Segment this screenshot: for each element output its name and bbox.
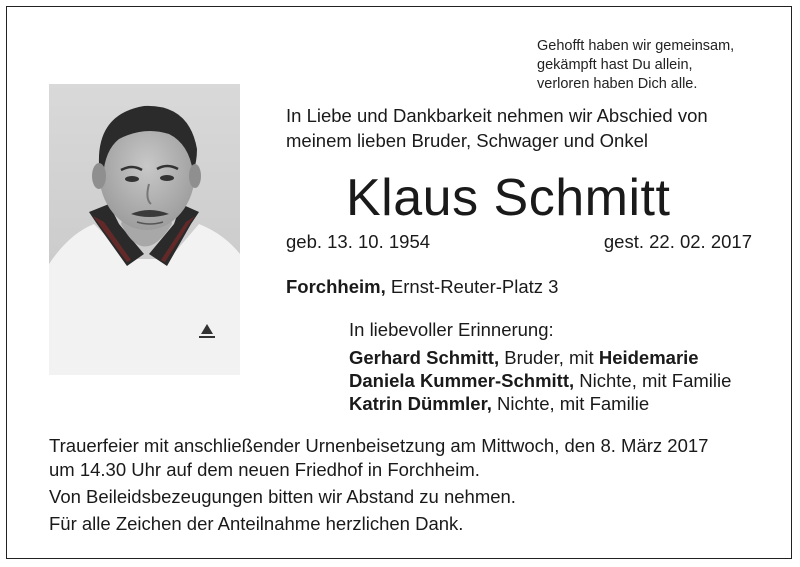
family-member-name: Katrin Dümmler, — [349, 393, 492, 414]
service-line: Trauerfeier mit anschließender Urnenbeisetzung am Mittwoch, den 8. März 2017 — [49, 435, 709, 456]
family-member-name: Gerhard Schmitt, — [349, 347, 500, 368]
family-member — [349, 346, 731, 369]
family-list — [349, 346, 731, 415]
address-city: Forchheim, — [286, 276, 386, 297]
life-dates — [286, 230, 752, 254]
address-street: Ernst-Reuter-Platz 3 — [390, 276, 559, 297]
birth-date: geb. 13. 10. 1954 — [286, 231, 431, 252]
family-member-relation: Bruder, mit — [504, 347, 594, 368]
family-member-name: Daniela Kummer-Schmitt, — [349, 370, 575, 391]
deceased-name: Klaus Schmitt — [346, 169, 671, 227]
family-member — [349, 392, 731, 415]
note-line: Von Beileidsbezeugungen bitten wir Abstand zu nehmen. — [49, 486, 516, 507]
intro-line: meinem lieben Bruder, Schwager und Onkel — [286, 130, 648, 151]
motto-line: verloren haben Dich alle. — [537, 76, 698, 92]
motto-verse — [537, 37, 734, 94]
address — [286, 275, 558, 299]
intro-text — [286, 103, 754, 153]
note-line: Für alle Zeichen der Anteilnahme herzlichen Dank. — [49, 513, 464, 534]
intro-line: In Liebe und Dankbarkeit nehmen wir Abschied von — [286, 105, 708, 126]
memory-line: In liebevoller Erinnerung: — [349, 319, 554, 340]
portrait-photo — [49, 84, 240, 375]
family-member-relation: Nichte, mit Familie — [497, 393, 650, 414]
service-line: um 14.30 Uhr auf dem neuen Friedhof in Forchheim. — [49, 459, 480, 480]
motto-line: gekämpft hast Du allein, — [537, 57, 693, 73]
family-member-partner: Heidemarie — [598, 347, 699, 368]
service-info — [49, 434, 708, 536]
motto-line: Gehofft haben wir gemeinsam, — [537, 38, 735, 54]
family-member-relation: Nichte, mit Familie — [579, 370, 732, 391]
death-date: gest. 22. 02. 2017 — [603, 231, 752, 252]
family-member — [349, 369, 731, 392]
